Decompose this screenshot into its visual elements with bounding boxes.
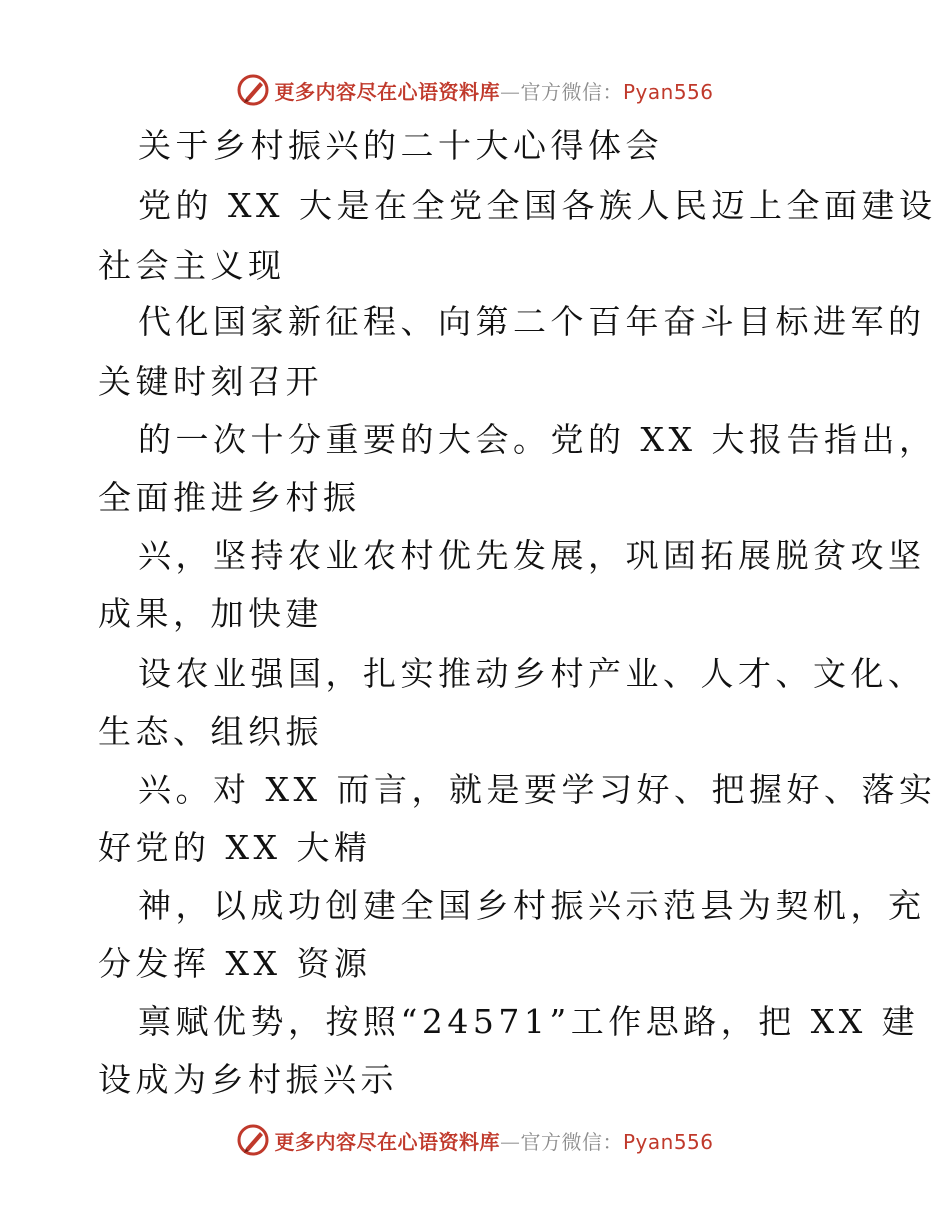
paragraph-line: 成果，加快建 (98, 594, 323, 633)
footer-watermark (0, 1120, 950, 1160)
paragraph-line: 兴。对 XX 而言，就是要学习好、把握好、落实 (138, 770, 937, 809)
paragraph-line: 全面推进乡村振 (98, 478, 361, 517)
paragraph-line: 好党的 XX 大精 (98, 828, 372, 867)
paragraph-line: 代化国家新征程、向第二个百年奋斗目标进军的 (138, 302, 926, 341)
watermark-site-text: 更多内容尽在心语资料库 (274, 79, 500, 104)
watermark-separator: — (499, 79, 521, 104)
paragraph-line: 的一次十分重要的大会。党的 XX 大报告指出， (138, 420, 937, 459)
watermark-account-id: Pyan556 (622, 1129, 714, 1154)
header-watermark (0, 70, 950, 110)
watermark-account-label: 官方微信： (520, 1129, 623, 1154)
paragraph-line: 设成为乡村振兴示 (98, 1060, 398, 1099)
paragraph-line: 禀赋优势，按照“24571”工作思路，把 XX 建 (138, 1002, 920, 1041)
watermark-account-id: Pyan556 (622, 79, 714, 104)
watermark-site-text: 更多内容尽在心语资料库 (274, 1129, 500, 1154)
watermark-separator: — (499, 1129, 521, 1154)
paragraph-line: 神，以成功创建全国乡村振兴示范县为契机，充 (138, 886, 926, 925)
pen-logo-icon (236, 1123, 270, 1157)
paragraph-line: 分发挥 XX 资源 (98, 944, 372, 983)
document-title: 关于乡村振兴的二十大心得体会 (138, 126, 663, 165)
paragraph-line: 关键时刻召开 (98, 362, 323, 401)
paragraph-line: 生态、组织振 (98, 712, 323, 751)
paragraph-line: 兴，坚持农业农村优先发展，巩固拓展脱贫攻坚 (138, 536, 926, 575)
pen-logo-icon (236, 73, 270, 107)
paragraph-line: 党的 XX 大是在全党全国各族人民迈上全面建设 (138, 186, 937, 225)
paragraph-line: 社会主义现 (98, 246, 286, 285)
paragraph-line: 设农业强国，扎实推动乡村产业、人才、文化、 (138, 654, 926, 693)
watermark-account-label: 官方微信： (520, 79, 623, 104)
